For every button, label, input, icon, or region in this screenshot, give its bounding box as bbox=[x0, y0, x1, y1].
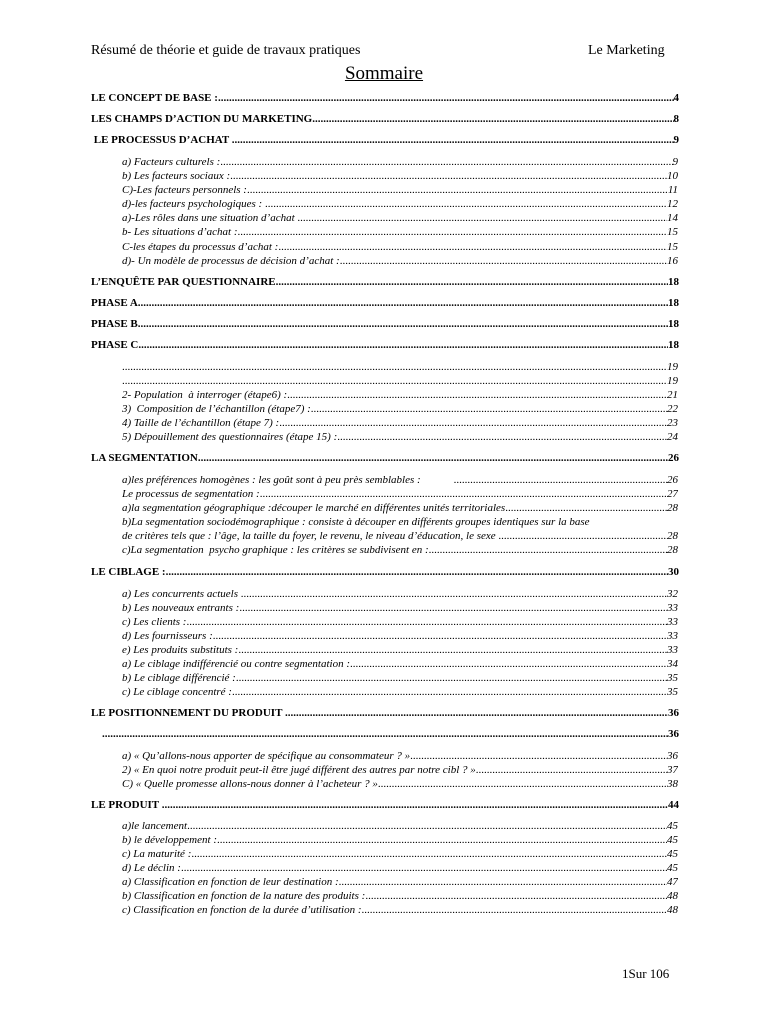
toc-entry-text: b- Les situations d’achat : bbox=[122, 226, 238, 238]
toc-page-number: 45 bbox=[667, 862, 678, 874]
toc-entry-text: a) Les concurrents actuels bbox=[122, 588, 241, 600]
toc-subsection-entry[interactable] bbox=[122, 876, 678, 890]
toc-dot-leader bbox=[365, 890, 667, 902]
toc-dot-leader bbox=[198, 452, 668, 464]
toc-subsection-entry[interactable] bbox=[122, 184, 678, 198]
toc-dot-leader bbox=[278, 241, 667, 253]
toc-page-number: 32 bbox=[667, 588, 678, 600]
toc-dot-leader bbox=[238, 644, 667, 656]
toc-dot-leader bbox=[220, 156, 672, 168]
toc-entry-text: L’ENQUÊTE PAR QUESTIONNAIRE bbox=[91, 276, 276, 288]
toc-subsection-entry[interactable] bbox=[122, 361, 678, 375]
toc-dot-leader bbox=[297, 212, 667, 224]
toc-page-number: 45 bbox=[667, 848, 678, 860]
toc-dot-leader bbox=[287, 389, 667, 401]
toc-page-number: 35 bbox=[667, 686, 678, 698]
toc-page-number: 47 bbox=[667, 876, 678, 888]
toc-dot-leader bbox=[230, 170, 667, 182]
toc-entry-text: d) Le déclin : bbox=[122, 862, 181, 874]
toc-page-number: 12 bbox=[667, 198, 678, 210]
toc-page-number: 26 bbox=[668, 452, 679, 464]
toc-section-entry[interactable] bbox=[91, 276, 679, 290]
toc-entry-text: a)-Les rôles dans une situation d’achat bbox=[122, 212, 298, 224]
toc-page-number: 36 bbox=[668, 728, 679, 740]
toc-page-number: 48 bbox=[667, 904, 678, 916]
toc-dot-leader bbox=[232, 686, 667, 698]
toc-page-number: 14 bbox=[667, 212, 678, 224]
toc-page-number: 27 bbox=[667, 488, 678, 500]
toc-subsection-entry[interactable] bbox=[122, 750, 678, 764]
toc-section-entry[interactable] bbox=[91, 707, 679, 721]
toc-page-number: 9 bbox=[672, 156, 678, 168]
toc-entry-text: a)la segmentation géographique :découper le marché en différentes unités territoriales bbox=[122, 502, 506, 514]
toc-dot-leader bbox=[232, 134, 674, 146]
toc-dot-leader bbox=[265, 198, 667, 210]
toc-dot-leader bbox=[350, 658, 667, 670]
toc-page-number: 33 bbox=[667, 644, 678, 656]
toc-entry-text: LES CHAMPS D’ACTION DU MARKETING bbox=[91, 113, 313, 125]
toc-page-number: 28 bbox=[667, 530, 678, 542]
toc-entry-text: d)- Un modèle de processus de décision d’achat : bbox=[122, 255, 340, 267]
toc-entry-text: c) Les clients : bbox=[122, 616, 187, 628]
toc-page-number: 18 bbox=[668, 318, 679, 330]
toc-dot-leader bbox=[187, 820, 667, 832]
running-header-title: Résumé de théorie et guide de travaux pratiques bbox=[91, 43, 361, 58]
toc-subsection-entry[interactable] bbox=[122, 417, 678, 431]
toc-subsection-entry[interactable] bbox=[122, 630, 678, 644]
toc-entry-text: a)le lancement bbox=[122, 820, 188, 832]
toc-subsection-entry[interactable] bbox=[122, 890, 678, 904]
toc-dot-leader bbox=[162, 799, 668, 811]
toc-entry-text: d)-les facteurs psychologiques : bbox=[122, 198, 265, 210]
toc-dot-leader bbox=[102, 728, 668, 740]
toc-page-number: 45 bbox=[667, 834, 678, 846]
toc-entry-text: C) « Quelle promesse allons-nous donner à l’acheteur ? » bbox=[122, 778, 378, 790]
toc-entry-text: c) Le ciblage concentré : bbox=[122, 686, 232, 698]
toc-entry-text: b)La segmentation sociodémographique : consiste à découper en différents groupes identiques sur la base bbox=[122, 516, 590, 528]
toc-dot-leader bbox=[340, 255, 667, 267]
toc-page-number: 35 bbox=[667, 672, 678, 684]
toc-dot-leader bbox=[191, 848, 667, 860]
toc-entry-text: a) Facteurs culturels : bbox=[122, 156, 221, 168]
toc-dot-leader bbox=[213, 630, 667, 642]
toc-entry-text: LE CONCEPT DE BASE : bbox=[91, 92, 218, 104]
toc-section-entry[interactable] bbox=[91, 134, 679, 148]
toc-entry-text: 5) Dépouillement des questionnaires (étape 15) : bbox=[122, 431, 338, 443]
toc-subsection-entry[interactable] bbox=[122, 644, 678, 658]
toc-section-entry[interactable] bbox=[91, 799, 679, 813]
toc-subsection-entry[interactable] bbox=[122, 389, 678, 403]
toc-page-number: 4 bbox=[673, 92, 679, 104]
toc-section-entry[interactable] bbox=[91, 452, 679, 466]
toc-subsection-entry[interactable] bbox=[122, 686, 678, 700]
toc-dot-leader bbox=[241, 588, 667, 600]
toc-page-number: 33 bbox=[667, 602, 678, 614]
toc-subsection-entry[interactable] bbox=[122, 375, 678, 389]
toc-dot-leader bbox=[217, 834, 667, 846]
toc-subsection-entry[interactable] bbox=[122, 602, 678, 616]
toc-subsection-entry[interactable] bbox=[122, 156, 678, 170]
toc-page-number: 21 bbox=[667, 389, 678, 401]
toc-dot-leader bbox=[279, 417, 667, 429]
toc-page-number: 34 bbox=[667, 658, 678, 670]
toc-page-number: 37 bbox=[667, 764, 678, 776]
toc-entry-text: e) Les produits substituts : bbox=[122, 644, 239, 656]
toc-section-entry[interactable] bbox=[91, 566, 679, 580]
toc-entry-text: PHASE B bbox=[91, 318, 138, 330]
toc-page-number: 33 bbox=[667, 616, 678, 628]
toc-entry-text: Le processus de segmentation : bbox=[122, 488, 260, 500]
toc-dot-leader bbox=[312, 113, 673, 125]
toc-subsection-entry[interactable] bbox=[122, 474, 678, 488]
toc-dot-leader bbox=[505, 502, 667, 514]
toc-entry-text: b) Les nouveaux entrants : bbox=[122, 602, 240, 614]
toc-page-number: 48 bbox=[667, 890, 678, 902]
toc-subsection-entry[interactable] bbox=[122, 544, 678, 558]
toc-dot-leader bbox=[138, 318, 668, 330]
toc-dot-leader bbox=[362, 904, 667, 916]
toc-page-number: 24 bbox=[667, 431, 678, 443]
toc-page-number: 44 bbox=[668, 799, 679, 811]
toc-subsection-entry[interactable] bbox=[122, 170, 678, 184]
toc-page-number: 36 bbox=[668, 707, 679, 719]
toc-entry-text: C-les étapes du processus d’achat : bbox=[122, 241, 279, 253]
toc-dot-leader bbox=[429, 544, 667, 556]
toc-subsection-entry[interactable] bbox=[122, 488, 678, 502]
toc-entry-text: 2- Population à interroger (étape6) : bbox=[122, 389, 288, 401]
toc-page-number: 22 bbox=[667, 403, 678, 415]
toc-entry-text: b) le développement : bbox=[122, 834, 217, 846]
toc-page-number: 15 bbox=[667, 226, 678, 238]
toc-entry-text: a) Classification en fonction de leur destination : bbox=[122, 876, 339, 888]
toc-page-number: 8 bbox=[673, 113, 679, 125]
toc-page-number: 19 bbox=[667, 375, 678, 387]
toc-entry-text: d) Les fournisseurs : bbox=[122, 630, 213, 642]
toc-page-number: 30 bbox=[668, 566, 679, 578]
toc-dot-leader bbox=[238, 226, 668, 238]
toc-section-entry[interactable] bbox=[91, 297, 679, 311]
toc-subsection-entry[interactable] bbox=[122, 778, 678, 792]
toc-dot-leader bbox=[260, 488, 667, 500]
toc-entry-text: 4) Taille de l’échantillon (étape 7) : bbox=[122, 417, 280, 429]
toc-entry-text: b) Les facteurs sociaux : bbox=[122, 170, 231, 182]
toc-subsection-entry[interactable] bbox=[122, 862, 678, 876]
toc-subsection-entry[interactable] bbox=[122, 212, 678, 226]
toc-entry-text: 3) Composition de l’échantillon (étape7) : bbox=[122, 403, 311, 415]
toc-entry-text: PHASE C bbox=[91, 339, 139, 351]
toc-entry-text: LE PROCESSUS D’ACHAT bbox=[91, 134, 232, 146]
toc-dot-leader bbox=[285, 707, 668, 719]
toc-page-number: 38 bbox=[667, 778, 678, 790]
toc-page-number: 15 bbox=[667, 241, 678, 253]
toc-section-entry[interactable] bbox=[91, 728, 679, 742]
toc-subsection-entry[interactable] bbox=[122, 834, 678, 848]
page-title: Sommaire bbox=[344, 63, 424, 84]
toc-subsection-entry[interactable] bbox=[122, 658, 678, 672]
toc-page-number: 33 bbox=[667, 630, 678, 642]
toc-page-number: 19 bbox=[667, 361, 678, 373]
toc-entry-text bbox=[91, 728, 102, 740]
toc-dot-leader bbox=[337, 431, 667, 443]
page-number-footer: 1Sur 106 bbox=[622, 966, 670, 981]
toc-dot-leader bbox=[476, 764, 667, 776]
toc-subsection-entry[interactable] bbox=[122, 588, 678, 602]
toc-page-number: 28 bbox=[667, 502, 678, 514]
toc-dot-leader bbox=[247, 184, 668, 196]
toc-entry-text: 2) « En quoi notre produit peut-il être jugé différent des autres par notre cibl ? » bbox=[122, 764, 476, 776]
toc-subsection-entry[interactable] bbox=[122, 198, 678, 212]
toc-section-entry[interactable] bbox=[91, 339, 679, 353]
toc-subsection-entry[interactable] bbox=[122, 616, 678, 630]
toc-page-number: 28 bbox=[667, 544, 678, 556]
toc-dot-leader bbox=[138, 339, 668, 351]
toc-dot-leader bbox=[186, 616, 667, 628]
toc-subsection-entry[interactable] bbox=[122, 848, 678, 862]
toc-page-number: 16 bbox=[667, 255, 678, 267]
toc-dot-leader bbox=[122, 375, 667, 387]
toc-page-number: 10 bbox=[667, 170, 678, 182]
toc-page-number: 26 bbox=[667, 474, 678, 486]
running-header-subject: Le Marketing bbox=[588, 43, 665, 58]
toc-entry-text: LA SEGMENTATION bbox=[91, 452, 198, 464]
toc-dot-leader bbox=[378, 778, 667, 790]
toc-entry-text: a) Le ciblage indifférencié ou contre segmentation : bbox=[122, 658, 350, 670]
toc-subsection-entry[interactable] bbox=[122, 672, 678, 686]
toc-dot-leader bbox=[239, 602, 667, 614]
toc-page-number: 18 bbox=[668, 276, 679, 288]
toc-page-number: 23 bbox=[667, 417, 678, 429]
toc-entry-text: b) Classification en fonction de la nature des produits : bbox=[122, 890, 366, 902]
toc-page-number: 11 bbox=[667, 184, 678, 196]
toc-dot-leader bbox=[138, 297, 668, 309]
toc-entry-text: c) La maturité : bbox=[122, 848, 192, 860]
toc-entry-text: a) « Qu’allons-nous apporter de spécifique au consommateur ? » bbox=[122, 750, 411, 762]
toc-dot-leader bbox=[122, 361, 667, 373]
toc-dot-leader bbox=[166, 566, 668, 578]
toc-entry-text: c) Classification en fonction de la durée d’utilisation : bbox=[122, 904, 362, 916]
toc-page-number: 45 bbox=[667, 820, 678, 832]
toc-subsection-entry[interactable] bbox=[122, 403, 678, 417]
toc-subsection-entry[interactable] bbox=[122, 502, 678, 516]
toc-dot-leader bbox=[218, 92, 674, 104]
toc-page-number: 36 bbox=[667, 750, 678, 762]
toc-dot-leader bbox=[454, 474, 667, 486]
toc-subsection-entry[interactable] bbox=[122, 904, 678, 918]
toc-subsection-entry[interactable] bbox=[122, 255, 678, 269]
toc-dot-leader bbox=[181, 862, 667, 874]
toc-dot-leader bbox=[498, 530, 667, 542]
toc-entry-text: a)les préférences homogènes : les goût sont à peu près semblables : bbox=[122, 474, 454, 486]
toc-page-number: 9 bbox=[673, 134, 679, 146]
toc-section-entry[interactable] bbox=[91, 113, 679, 127]
toc-subsection-entry[interactable] bbox=[122, 820, 678, 834]
toc-subsection-entry[interactable] bbox=[122, 431, 678, 445]
toc-entry-text: C)-Les facteurs personnels : bbox=[122, 184, 247, 196]
toc-section-entry[interactable] bbox=[91, 318, 679, 332]
toc-dot-leader bbox=[236, 672, 667, 684]
toc-page-number: 18 bbox=[668, 297, 679, 309]
toc-subsection-entry[interactable] bbox=[122, 226, 678, 240]
toc-dot-leader bbox=[410, 750, 667, 762]
toc-subsection-entry[interactable] bbox=[122, 530, 678, 544]
toc-dot-leader bbox=[276, 276, 668, 288]
toc-section-entry[interactable] bbox=[91, 92, 679, 106]
toc-entry-text: LE CIBLAGE : bbox=[91, 566, 166, 578]
toc-entry-text: LE POSITIONNEMENT DU PRODUIT bbox=[91, 707, 285, 719]
toc-dot-leader bbox=[311, 403, 667, 415]
toc-entry-text: PHASE A bbox=[91, 297, 138, 309]
toc-entry-text: c)La segmentation psycho graphique : les critères se subdivisent en : bbox=[122, 544, 429, 556]
toc-entry-text: LE PRODUIT bbox=[91, 799, 162, 811]
toc-dot-leader bbox=[339, 876, 667, 888]
toc-subsection-entry[interactable] bbox=[122, 241, 678, 255]
toc-page-number: 18 bbox=[668, 339, 679, 351]
toc-subsection-entry[interactable] bbox=[122, 764, 678, 778]
toc-entry-text: de critères tels que : l’âge, la taille du foyer, le revenu, le niveau d’éducation, le sexe bbox=[122, 530, 499, 542]
toc-subsection-entry[interactable] bbox=[122, 516, 678, 530]
toc-entry-text: b) Le ciblage différencié : bbox=[122, 672, 236, 684]
